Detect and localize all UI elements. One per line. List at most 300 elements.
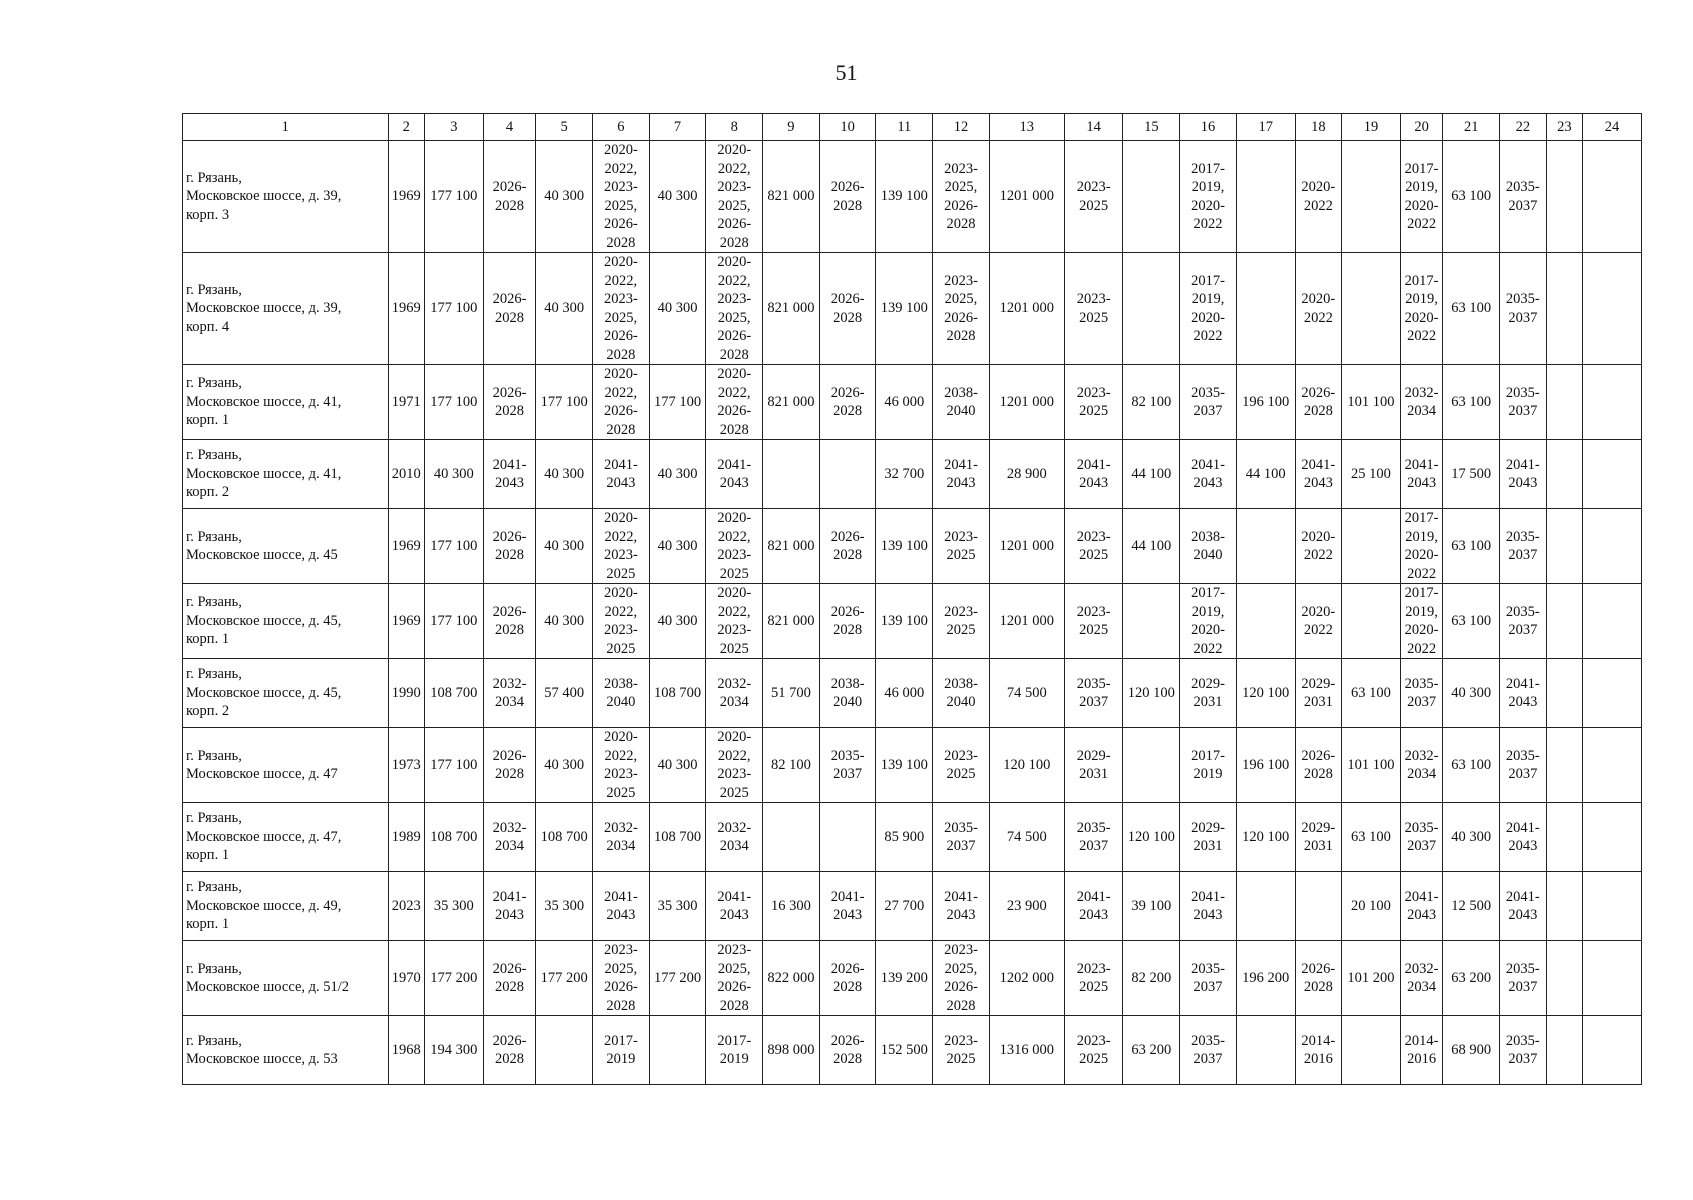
- table-cell: [1546, 509, 1582, 584]
- table-cell: [1236, 141, 1295, 253]
- table-row: [183, 941, 1642, 1016]
- table-cell: 2035- 2037: [819, 728, 876, 803]
- table-cell: [1583, 941, 1642, 1016]
- table-cell: [1583, 509, 1642, 584]
- table-cell: 2026- 2028: [483, 253, 536, 365]
- table-cell: 82 100: [1123, 365, 1180, 440]
- table-cell: 85 900: [876, 803, 933, 872]
- table-cell: 2035- 2037: [1064, 803, 1123, 872]
- table-cell: 2041- 2043: [483, 872, 536, 941]
- table-row: [183, 728, 1642, 803]
- table-cell: 822 000: [763, 941, 820, 1016]
- table-cell: 40 300: [649, 509, 706, 584]
- column-header: 16: [1180, 114, 1237, 141]
- address-cell: г. Рязань, Московское шоссе, д. 49, корп. 1: [183, 872, 389, 941]
- table-cell: 2010: [388, 440, 424, 509]
- table-cell: 2023- 2025, 2026- 2028: [933, 141, 990, 253]
- table-cell: 2032- 2034: [593, 803, 650, 872]
- table-cell: 2041- 2043: [1064, 440, 1123, 509]
- table-cell: 40 300: [536, 141, 593, 253]
- table-cell: 2026- 2028: [483, 509, 536, 584]
- table-cell: 2032- 2034: [706, 803, 763, 872]
- table-cell: 120 100: [1123, 659, 1180, 728]
- table-cell: 40 300: [649, 584, 706, 659]
- table-cell: 2014- 2016: [1295, 1016, 1342, 1085]
- table-cell: 120 100: [1123, 803, 1180, 872]
- table-cell: [1583, 440, 1642, 509]
- table-cell: 139 100: [876, 584, 933, 659]
- table-cell: 2026- 2028: [819, 941, 876, 1016]
- table-cell: 2023- 2025, 2026- 2028: [593, 941, 650, 1016]
- table-cell: [1546, 365, 1582, 440]
- table-cell: [1342, 1016, 1401, 1085]
- table-cell: 2035- 2037: [1400, 803, 1443, 872]
- table-cell: 1969: [388, 584, 424, 659]
- table-cell: 2035- 2037: [1064, 659, 1123, 728]
- table-cell: 40 300: [649, 141, 706, 253]
- table-cell: 39 100: [1123, 872, 1180, 941]
- table-cell: 1970: [388, 941, 424, 1016]
- table-cell: 1201 000: [989, 253, 1064, 365]
- table-cell: [649, 1016, 706, 1085]
- table-cell: 177 200: [649, 941, 706, 1016]
- table-cell: 63 200: [1443, 941, 1500, 1016]
- table-cell: 2020- 2022, 2023- 2025: [706, 584, 763, 659]
- table-cell: 139 100: [876, 728, 933, 803]
- table-cell: 2041- 2043: [1180, 440, 1237, 509]
- page-number: 51: [835, 60, 858, 85]
- table-cell: 2023- 2025: [933, 509, 990, 584]
- table-cell: 2035- 2037: [1180, 1016, 1237, 1085]
- table-cell: [1342, 509, 1401, 584]
- table-cell: 12 500: [1443, 872, 1500, 941]
- table-cell: 63 100: [1443, 728, 1500, 803]
- table-cell: [1236, 253, 1295, 365]
- table-cell: 2020- 2022, 2023- 2025, 2026- 2028: [593, 141, 650, 253]
- table-cell: [819, 803, 876, 872]
- table-cell: 2017- 2019, 2020- 2022: [1400, 584, 1443, 659]
- table-cell: 2017- 2019, 2020- 2022: [1180, 584, 1237, 659]
- table-cell: [1546, 941, 1582, 1016]
- column-header: 23: [1546, 114, 1582, 141]
- table-cell: 108 700: [536, 803, 593, 872]
- column-header: 15: [1123, 114, 1180, 141]
- table-cell: 1968: [388, 1016, 424, 1085]
- table-cell: 2023: [388, 872, 424, 941]
- table-cell: 63 100: [1342, 659, 1401, 728]
- table-cell: 2026- 2028: [483, 941, 536, 1016]
- table-cell: 16 300: [763, 872, 820, 941]
- table-row: [183, 659, 1642, 728]
- table-cell: 40 300: [649, 728, 706, 803]
- table-cell: 2026- 2028: [483, 365, 536, 440]
- table-cell: 139 200: [876, 941, 933, 1016]
- table-cell: [1583, 365, 1642, 440]
- table-cell: 2041- 2043: [933, 872, 990, 941]
- table-cell: 2026- 2028: [819, 141, 876, 253]
- table-cell: 2041- 2043: [1400, 440, 1443, 509]
- table-cell: 2041- 2043: [1500, 440, 1547, 509]
- table-cell: [1583, 728, 1642, 803]
- table-cell: 2020- 2022: [1295, 253, 1342, 365]
- table-cell: 1973: [388, 728, 424, 803]
- table-cell: [1583, 584, 1642, 659]
- table-cell: 32 700: [876, 440, 933, 509]
- table-cell: 108 700: [424, 803, 483, 872]
- table-cell: 2035- 2037: [1500, 509, 1547, 584]
- table-cell: 177 100: [424, 509, 483, 584]
- table-cell: [1236, 1016, 1295, 1085]
- table-cell: [1583, 803, 1642, 872]
- table-cell: 63 100: [1443, 365, 1500, 440]
- table-cell: 177 100: [424, 584, 483, 659]
- table-cell: 2026- 2028: [1295, 941, 1342, 1016]
- table-cell: 2026- 2028: [1295, 365, 1342, 440]
- table-cell: [1546, 253, 1582, 365]
- table-cell: 2035- 2037: [1500, 584, 1547, 659]
- column-header: 4: [483, 114, 536, 141]
- table-cell: 2041- 2043: [1400, 872, 1443, 941]
- table-cell: 2038- 2040: [1180, 509, 1237, 584]
- table-cell: [1546, 728, 1582, 803]
- table-cell: 20 100: [1342, 872, 1401, 941]
- table-row: [183, 365, 1642, 440]
- address-cell: г. Рязань, Московское шоссе, д. 47: [183, 728, 389, 803]
- table-cell: [819, 440, 876, 509]
- table-cell: 2020- 2022, 2023- 2025: [593, 509, 650, 584]
- table-cell: 2023- 2025, 2026- 2028: [933, 941, 990, 1016]
- table-cell: 2026- 2028: [819, 253, 876, 365]
- table-cell: 74 500: [989, 659, 1064, 728]
- table-cell: 139 100: [876, 253, 933, 365]
- table-cell: 35 300: [649, 872, 706, 941]
- table-cell: 2041- 2043: [593, 440, 650, 509]
- table-cell: [1236, 872, 1295, 941]
- table-cell: 2041- 2043: [1500, 803, 1547, 872]
- column-header: 13: [989, 114, 1064, 141]
- column-header: 17: [1236, 114, 1295, 141]
- table-cell: 1969: [388, 253, 424, 365]
- table-cell: [1546, 872, 1582, 941]
- table-cell: 2020- 2022: [1295, 141, 1342, 253]
- table-cell: 2023- 2025: [1064, 584, 1123, 659]
- table-cell: 2035- 2037: [1180, 365, 1237, 440]
- table-cell: 40 300: [536, 584, 593, 659]
- column-header: 12: [933, 114, 990, 141]
- table-cell: [1123, 728, 1180, 803]
- table-cell: 2032- 2034: [483, 803, 536, 872]
- table-cell: 40 300: [536, 253, 593, 365]
- address-cell: г. Рязань, Московское шоссе, д. 41, корп. 1: [183, 365, 389, 440]
- table-cell: 2020- 2022, 2023- 2025: [593, 728, 650, 803]
- table-cell: 2035- 2037: [1500, 1016, 1547, 1085]
- table-cell: 17 500: [1443, 440, 1500, 509]
- table-cell: 196 100: [1236, 728, 1295, 803]
- table-cell: [1583, 1016, 1642, 1085]
- table-cell: 63 200: [1123, 1016, 1180, 1085]
- data-table: [182, 113, 1642, 1085]
- table-cell: [1123, 584, 1180, 659]
- table-cell: 2023- 2025: [1064, 1016, 1123, 1085]
- table-cell: 2029- 2031: [1064, 728, 1123, 803]
- table-cell: 40 300: [1443, 803, 1500, 872]
- table-cell: 40 300: [536, 728, 593, 803]
- table-cell: 108 700: [649, 803, 706, 872]
- table-cell: 2020- 2022, 2026- 2028: [706, 365, 763, 440]
- table-cell: 2023- 2025: [933, 584, 990, 659]
- table-cell: 63 100: [1443, 141, 1500, 253]
- table-cell: 40 300: [1443, 659, 1500, 728]
- table-cell: 2035- 2037: [933, 803, 990, 872]
- table-cell: 2032- 2034: [483, 659, 536, 728]
- column-header: 18: [1295, 114, 1342, 141]
- table-cell: 196 100: [1236, 365, 1295, 440]
- table-cell: 63 100: [1443, 253, 1500, 365]
- table-cell: 2026- 2028: [819, 584, 876, 659]
- table-row: [183, 509, 1642, 584]
- table-cell: 2035- 2037: [1500, 941, 1547, 1016]
- table-cell: 25 100: [1342, 440, 1401, 509]
- address-cell: г. Рязань, Московское шоссе, д. 53: [183, 1016, 389, 1085]
- header-row: [183, 114, 1642, 141]
- table-cell: [1583, 872, 1642, 941]
- table-cell: 2038- 2040: [593, 659, 650, 728]
- table-cell: 177 100: [536, 365, 593, 440]
- column-header: 9: [763, 114, 820, 141]
- table-cell: [1583, 659, 1642, 728]
- table-cell: [1123, 141, 1180, 253]
- table-cell: [536, 1016, 593, 1085]
- table-cell: 821 000: [763, 253, 820, 365]
- table-cell: 1201 000: [989, 141, 1064, 253]
- table-cell: 2041- 2043: [483, 440, 536, 509]
- table-cell: 1990: [388, 659, 424, 728]
- column-header: 24: [1583, 114, 1642, 141]
- table-cell: 57 400: [536, 659, 593, 728]
- table-cell: 51 700: [763, 659, 820, 728]
- column-header: 5: [536, 114, 593, 141]
- table-cell: 2026- 2028: [483, 1016, 536, 1085]
- table-cell: [1546, 659, 1582, 728]
- table-cell: 44 100: [1123, 440, 1180, 509]
- table-cell: 2041- 2043: [1180, 872, 1237, 941]
- table-cell: 101 100: [1342, 728, 1401, 803]
- table-cell: 2041- 2043: [1064, 872, 1123, 941]
- table-cell: 2023- 2025: [1064, 509, 1123, 584]
- table-cell: 2023- 2025: [933, 1016, 990, 1085]
- column-header: 8: [706, 114, 763, 141]
- table-cell: 2029- 2031: [1295, 803, 1342, 872]
- table-cell: 1971: [388, 365, 424, 440]
- table-cell: 2038- 2040: [933, 659, 990, 728]
- table-cell: 2035- 2037: [1400, 659, 1443, 728]
- table-cell: 120 100: [1236, 803, 1295, 872]
- table-cell: 196 200: [1236, 941, 1295, 1016]
- column-header: 22: [1500, 114, 1547, 141]
- table-cell: 821 000: [763, 584, 820, 659]
- table-cell: 63 100: [1342, 803, 1401, 872]
- table-cell: 120 100: [989, 728, 1064, 803]
- table-cell: 2038- 2040: [819, 659, 876, 728]
- table-cell: 2026- 2028: [483, 141, 536, 253]
- table-cell: 2038- 2040: [933, 365, 990, 440]
- table-cell: 2026- 2028: [819, 1016, 876, 1085]
- table-cell: 2026- 2028: [819, 365, 876, 440]
- table-cell: 2041- 2043: [593, 872, 650, 941]
- table-cell: [1342, 584, 1401, 659]
- table-cell: 2020- 2022, 2023- 2025, 2026- 2028: [706, 141, 763, 253]
- table-cell: 1969: [388, 509, 424, 584]
- table-cell: 23 900: [989, 872, 1064, 941]
- table-cell: 2017- 2019: [1180, 728, 1237, 803]
- table-cell: 63 100: [1443, 584, 1500, 659]
- table-cell: [1123, 253, 1180, 365]
- table-cell: 2029- 2031: [1295, 659, 1342, 728]
- table-cell: 821 000: [763, 141, 820, 253]
- table-row: [183, 803, 1642, 872]
- address-cell: г. Рязань, Московское шоссе, д. 39, корп. 3: [183, 141, 389, 253]
- table-row: [183, 872, 1642, 941]
- table-cell: [1546, 440, 1582, 509]
- table-row: [183, 253, 1642, 365]
- table-cell: 2017- 2019: [593, 1016, 650, 1085]
- table-row: [183, 1016, 1642, 1085]
- table-cell: 2020- 2022, 2023- 2025: [593, 584, 650, 659]
- column-header: 6: [593, 114, 650, 141]
- table-cell: 2041- 2043: [706, 872, 763, 941]
- table-cell: 82 100: [763, 728, 820, 803]
- table-cell: 2017- 2019, 2020- 2022: [1180, 141, 1237, 253]
- table-cell: 2023- 2025: [1064, 253, 1123, 365]
- table-cell: 2041- 2043: [819, 872, 876, 941]
- table-cell: 1316 000: [989, 1016, 1064, 1085]
- table-cell: 101 200: [1342, 941, 1401, 1016]
- table-cell: 63 100: [1443, 509, 1500, 584]
- address-cell: г. Рязань, Московское шоссе, д. 39, корп. 4: [183, 253, 389, 365]
- table-cell: 1969: [388, 141, 424, 253]
- table-cell: [1342, 141, 1401, 253]
- table-cell: 2017- 2019, 2020- 2022: [1180, 253, 1237, 365]
- table-cell: 44 100: [1123, 509, 1180, 584]
- column-header: 11: [876, 114, 933, 141]
- table-cell: 28 900: [989, 440, 1064, 509]
- table-cell: 120 100: [1236, 659, 1295, 728]
- table-cell: 40 300: [649, 253, 706, 365]
- table-cell: [1583, 141, 1642, 253]
- table-cell: [1546, 141, 1582, 253]
- table-cell: 2020- 2022, 2023- 2025: [706, 728, 763, 803]
- table-cell: 194 300: [424, 1016, 483, 1085]
- table-cell: 1201 000: [989, 509, 1064, 584]
- table-cell: [1583, 253, 1642, 365]
- table-cell: 177 100: [424, 253, 483, 365]
- address-cell: г. Рязань, Московское шоссе, д. 45, корп. 1: [183, 584, 389, 659]
- table-cell: [1546, 1016, 1582, 1085]
- table-row: [183, 584, 1642, 659]
- table-cell: [1342, 253, 1401, 365]
- table-cell: 2041- 2043: [706, 440, 763, 509]
- table-cell: 177 200: [536, 941, 593, 1016]
- table-cell: 40 300: [536, 440, 593, 509]
- address-cell: г. Рязань, Московское шоссе, д. 45: [183, 509, 389, 584]
- table-cell: 1202 000: [989, 941, 1064, 1016]
- table-cell: 40 300: [424, 440, 483, 509]
- table-cell: 2035- 2037: [1500, 728, 1547, 803]
- table-cell: 2029- 2031: [1180, 659, 1237, 728]
- table-cell: 40 300: [649, 440, 706, 509]
- table-cell: 2023- 2025: [1064, 141, 1123, 253]
- table-cell: 177 200: [424, 941, 483, 1016]
- table-cell: 139 100: [876, 141, 933, 253]
- table-cell: 2035- 2037: [1180, 941, 1237, 1016]
- table-cell: 177 100: [424, 365, 483, 440]
- table-cell: 101 100: [1342, 365, 1401, 440]
- table-cell: 40 300: [536, 509, 593, 584]
- table-cell: 35 300: [536, 872, 593, 941]
- column-header: 3: [424, 114, 483, 141]
- table-cell: 2032- 2034: [1400, 365, 1443, 440]
- address-cell: г. Рязань, Московское шоссе, д. 47, корп. 1: [183, 803, 389, 872]
- table-cell: 2020- 2022: [1295, 509, 1342, 584]
- table-cell: 2026- 2028: [483, 728, 536, 803]
- table-cell: 898 000: [763, 1016, 820, 1085]
- table-cell: 821 000: [763, 365, 820, 440]
- table-cell: 68 900: [1443, 1016, 1500, 1085]
- table-cell: 2017- 2019, 2020- 2022: [1400, 509, 1443, 584]
- table-cell: [1546, 803, 1582, 872]
- table-cell: 1201 000: [989, 584, 1064, 659]
- column-header: 1: [183, 114, 389, 141]
- table-cell: 2017- 2019, 2020- 2022: [1400, 253, 1443, 365]
- column-header: 10: [819, 114, 876, 141]
- column-header: 21: [1443, 114, 1500, 141]
- table-cell: 2020- 2022, 2023- 2025, 2026- 2028: [593, 253, 650, 365]
- table-cell: 2020- 2022, 2026- 2028: [593, 365, 650, 440]
- table-cell: 2023- 2025: [1064, 365, 1123, 440]
- table-cell: 74 500: [989, 803, 1064, 872]
- table-cell: 2032- 2034: [1400, 941, 1443, 1016]
- table-cell: 2020- 2022, 2023- 2025, 2026- 2028: [706, 253, 763, 365]
- table-cell: 2035- 2037: [1500, 365, 1547, 440]
- table-cell: [763, 803, 820, 872]
- table-cell: 177 100: [424, 141, 483, 253]
- table-cell: 2026- 2028: [819, 509, 876, 584]
- column-header: 14: [1064, 114, 1123, 141]
- table-cell: 2032- 2034: [1400, 728, 1443, 803]
- table-cell: [763, 440, 820, 509]
- table-cell: 2041- 2043: [1295, 440, 1342, 509]
- table-cell: 108 700: [424, 659, 483, 728]
- table-cell: 46 000: [876, 659, 933, 728]
- table-cell: 177 100: [424, 728, 483, 803]
- table-cell: [1295, 872, 1342, 941]
- table-cell: [1236, 509, 1295, 584]
- table-cell: 139 100: [876, 509, 933, 584]
- table-cell: 2023- 2025, 2026- 2028: [706, 941, 763, 1016]
- table-cell: 2041- 2043: [933, 440, 990, 509]
- column-header: 7: [649, 114, 706, 141]
- table-cell: 2041- 2043: [1500, 872, 1547, 941]
- table-cell: 46 000: [876, 365, 933, 440]
- table-cell: 177 100: [649, 365, 706, 440]
- table-cell: 2035- 2037: [1500, 253, 1547, 365]
- address-cell: г. Рязань, Московское шоссе, д. 51/2: [183, 941, 389, 1016]
- table-cell: 1201 000: [989, 365, 1064, 440]
- table-cell: 2035- 2037: [1500, 141, 1547, 253]
- column-header: 20: [1400, 114, 1443, 141]
- table-cell: 2020- 2022: [1295, 584, 1342, 659]
- address-cell: г. Рязань, Московское шоссе, д. 45, корп. 2: [183, 659, 389, 728]
